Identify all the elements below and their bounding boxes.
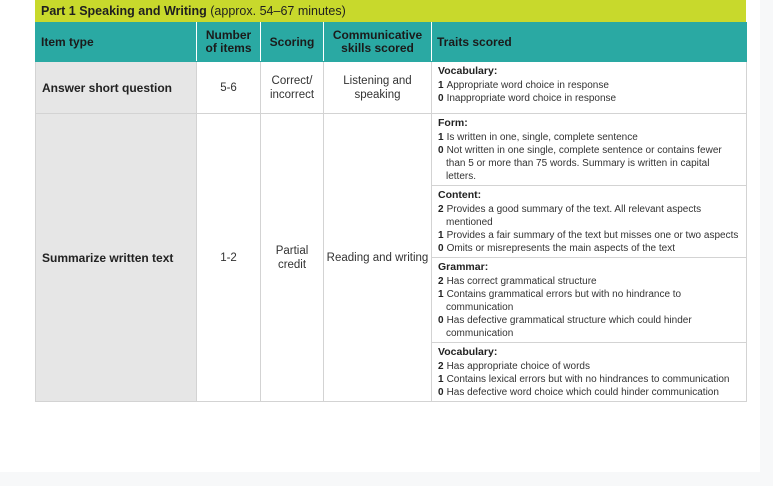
- traits-cell: [432, 114, 747, 402]
- trait-line: [438, 360, 740, 373]
- col-header-traits-scored: Traits scored: [432, 23, 747, 62]
- part-duration: (approx. 54–67 minutes): [206, 4, 346, 18]
- trait-title: Vocabulary:: [438, 65, 498, 77]
- trait-text: Has defective grammatical structure which could hinder communication: [446, 315, 692, 339]
- scoring-table: [35, 22, 747, 402]
- trait-line: [438, 131, 740, 144]
- trait-line: [438, 79, 740, 92]
- part-header-bar: [35, 0, 746, 22]
- trait-score: 2: [438, 204, 444, 215]
- trait-line: [438, 288, 740, 314]
- trait-title: Grammar:: [438, 261, 489, 273]
- trait-score: 1: [438, 80, 444, 91]
- item-type-cell: Answer short question: [36, 62, 197, 114]
- trait-text: Has appropriate choice of words: [446, 361, 590, 372]
- trait-text: Inappropriate word choice in response: [446, 93, 617, 104]
- number-of-items-cell: 5-6: [197, 62, 261, 114]
- number-of-items-cell: 1-2: [197, 114, 261, 402]
- trait-text: Provides a fair summary of the text but misses one or two aspects: [446, 230, 739, 241]
- trait-line: [438, 144, 740, 183]
- col-header-communicative-skills: Communicative skills scored: [324, 23, 432, 62]
- part-title: Part 1 Speaking and Writing: [41, 4, 207, 18]
- trait-text: Omits or misrepresents the main aspects of the text: [446, 243, 675, 254]
- traits-cell: [432, 62, 747, 114]
- trait-line: [438, 314, 740, 340]
- scoring-cell: Partial credit: [261, 114, 324, 402]
- trait-group: [432, 343, 746, 401]
- item-type-cell: Summarize written text: [36, 114, 197, 402]
- col-header-number-of-items: Number of items: [197, 23, 261, 62]
- table-header-row: [36, 23, 747, 62]
- trait-score: 0: [438, 315, 444, 326]
- trait-text: Not written in one single, complete sentence or contains fewer than 5 or more than 75 words. Summary is written in capital letters.: [446, 145, 722, 182]
- trait-line: [438, 229, 740, 242]
- trait-group: [432, 258, 746, 343]
- trait-line: [438, 373, 740, 386]
- trait-score: 2: [438, 361, 444, 372]
- trait-score: 0: [438, 387, 444, 398]
- trait-line: [438, 203, 740, 229]
- col-header-item-type: Item type: [36, 23, 197, 62]
- trait-title: Vocabulary:: [438, 346, 498, 358]
- table-row: [36, 62, 747, 114]
- trait-line: [438, 275, 740, 288]
- trait-group: [432, 186, 746, 258]
- trait-score: 1: [438, 374, 444, 385]
- table-row: [36, 114, 747, 402]
- trait-group: [432, 62, 746, 107]
- trait-text: Contains grammatical errors but with no hindrance to communication: [446, 289, 682, 313]
- trait-text: Has correct grammatical structure: [446, 276, 597, 287]
- trait-text: Contains lexical errors but with no hindrances to communication: [446, 374, 730, 385]
- trait-score: 2: [438, 276, 444, 287]
- trait-score: 1: [438, 230, 444, 241]
- trait-text: Appropriate word choice in response: [446, 80, 609, 91]
- trait-score: 0: [438, 145, 444, 156]
- trait-text: Is written in one, single, complete sentence: [446, 132, 638, 143]
- trait-text: Provides a good summary of the text. All relevant aspects mentioned: [446, 204, 702, 228]
- trait-title: Content:: [438, 189, 482, 201]
- trait-score: 1: [438, 132, 444, 143]
- trait-score: 1: [438, 289, 444, 300]
- trait-score: 0: [438, 243, 444, 254]
- trait-text: Has defective word choice which could hinder communication: [446, 387, 719, 398]
- trait-score: 0: [438, 93, 444, 104]
- trait-title: Form:: [438, 117, 468, 129]
- trait-group: [432, 114, 746, 186]
- skills-cell: Listening and speaking: [324, 62, 432, 114]
- skills-cell: Reading and writing: [324, 114, 432, 402]
- trait-line: [438, 242, 740, 255]
- col-header-scoring: Scoring: [261, 23, 324, 62]
- scoring-cell: Correct/ incorrect: [261, 62, 324, 114]
- trait-line: [438, 386, 740, 399]
- trait-line: [438, 92, 740, 105]
